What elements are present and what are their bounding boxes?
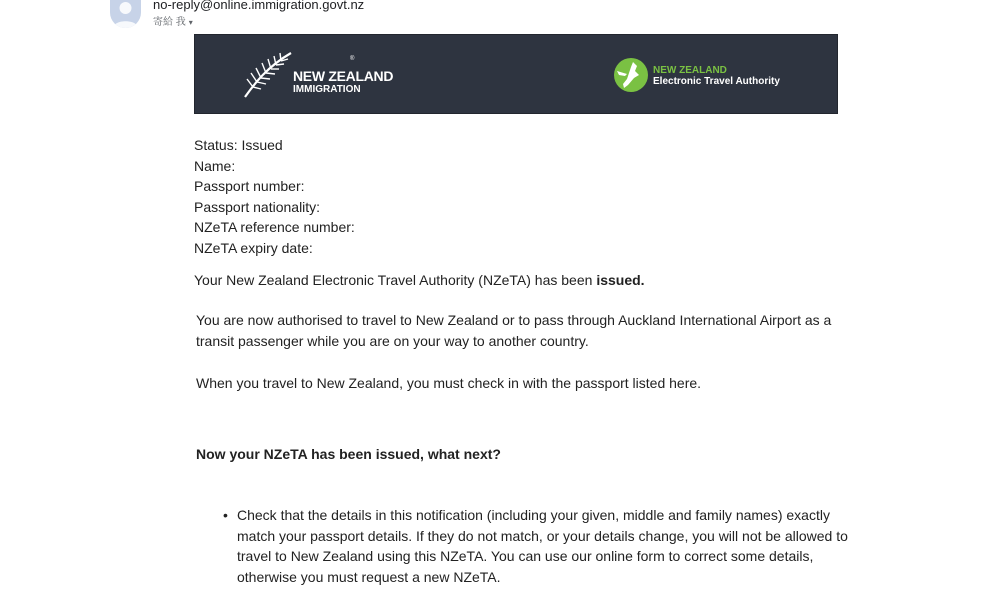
recipient-toggle[interactable] xyxy=(153,13,193,28)
recipient-label: 寄給 我 xyxy=(153,17,186,28)
list-item: • Check that the details in this notification (including your given, middle and family names) exactly match your passport details. If they do not match, or your details change, you will not be allowed to travel to New Zealand using this NZeTA. You can use our online form to correct some details, otherwise you must request a new NZeTA. xyxy=(220,505,870,587)
chevron-down-icon[interactable]: ▾ xyxy=(188,18,193,27)
detail-reference-number: NZeTA reference number: xyxy=(194,219,355,236)
nzi-line2: IMMIGRATION xyxy=(293,84,361,95)
nzeta-line2: Electronic Travel Authority xyxy=(653,76,780,87)
next-steps-list xyxy=(220,505,870,587)
authorised-paragraph: You are now authorised to travel to New Zealand or to pass through Auckland International Airport as a transit passenger while you are on your way to another country. xyxy=(196,312,832,349)
nzeta-line1: NEW ZEALAND xyxy=(653,65,727,76)
issued-statement xyxy=(194,272,645,288)
silver-fern-icon xyxy=(241,49,295,99)
next-steps-heading: Now your NZeTA has been issued, what next? xyxy=(196,446,501,462)
email-banner xyxy=(194,34,838,114)
detail-passport-nationality: Passport nationality: xyxy=(194,198,321,215)
nzeta-wordmark xyxy=(653,65,780,88)
issued-prefix: Your New Zealand Electronic Travel Authority (NZeTA) has been xyxy=(194,272,597,288)
detail-expiry-date: NZeTA expiry date: xyxy=(194,239,313,256)
person-icon xyxy=(110,0,141,28)
registered-mark: ® xyxy=(350,56,355,62)
check-in-paragraph: When you travel to New Zealand, you must check in with the passport listed here. xyxy=(196,375,702,391)
nzeta-logo-icon xyxy=(613,57,649,93)
nzeta-details xyxy=(194,135,355,259)
issued-bold: issued. xyxy=(596,272,645,288)
sender-address[interactable]: no-reply@online.immigration.govt.nz xyxy=(153,0,365,12)
detail-passport-number: Passport number: xyxy=(194,178,305,195)
nzi-line1: NEW ZEALAND xyxy=(293,68,394,84)
nzi-wordmark xyxy=(293,56,394,96)
sender-avatar[interactable] xyxy=(110,0,141,28)
detail-name: Name: xyxy=(194,157,236,174)
detail-status: Status: Issued xyxy=(194,137,283,153)
